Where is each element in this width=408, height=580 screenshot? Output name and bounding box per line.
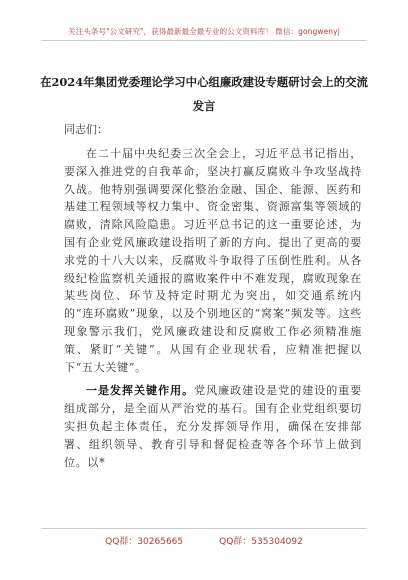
paragraph-1: 在二十届中央纪委三次全会上，习近平总书记指出，要深入推进党的自我革命，坚决打赢反腐败斗争攻坚战持久战。他特别强调要深化整治金融、国企、能源、医药和基建工程领域等权力集中、资金密集、资源富集等领域的腐败，清除风险隐患。习近平总书记的这一重要论述，为国有企业党风廉政建设指明了新的方向、提出了更高的要求党的十八大以来，反腐败斗争取得了压倒性胜利。从各级纪检监察机关通报的腐败案件中不难发现，腐败现象在某些岗位、环节及特定时期尤为突出，如交通系统内的“连环腐败”现象，以及个别地区的“窝案”频发等。这些现象警示我们，党风廉政建设和反腐败工作必须精准施策、紧盯“关键”。从国有企业现状看，应精准把握以下“五大关键”。: [64, 147, 362, 374]
salutation: 同志们：: [64, 123, 108, 136]
document-title: 在2024年集团党委理论学习中心组廉政建设专题研讨会上的交流发言: [40, 75, 368, 113]
header-promo-note: 关注头条号"公文研究"，获得最新最全最专业的公文资料库！ 微信：gongwenyj: [68, 27, 340, 36]
document-body: [64, 145, 362, 471]
footer-qq-group-1: QQ群：30265665: [105, 537, 184, 547]
footer-divider: [42, 528, 366, 529]
footer: [0, 534, 408, 547]
header-divider: [42, 40, 366, 41]
footer-qq-group-2: QQ群：535304092: [219, 537, 303, 547]
paragraph-2-text: 党风廉政建设是党的建设的重要组成部分，是全面从严治党的基石。国有企业党组织要切实担负起主体责任，充分发挥领导作用，确保在安排部署、组织领导、教育引导和督促检查等各个环节上做到位。以*: [64, 384, 362, 469]
paragraph-2: [64, 382, 362, 471]
paragraph-2-lead: 一是发挥关键作用。: [86, 384, 195, 398]
